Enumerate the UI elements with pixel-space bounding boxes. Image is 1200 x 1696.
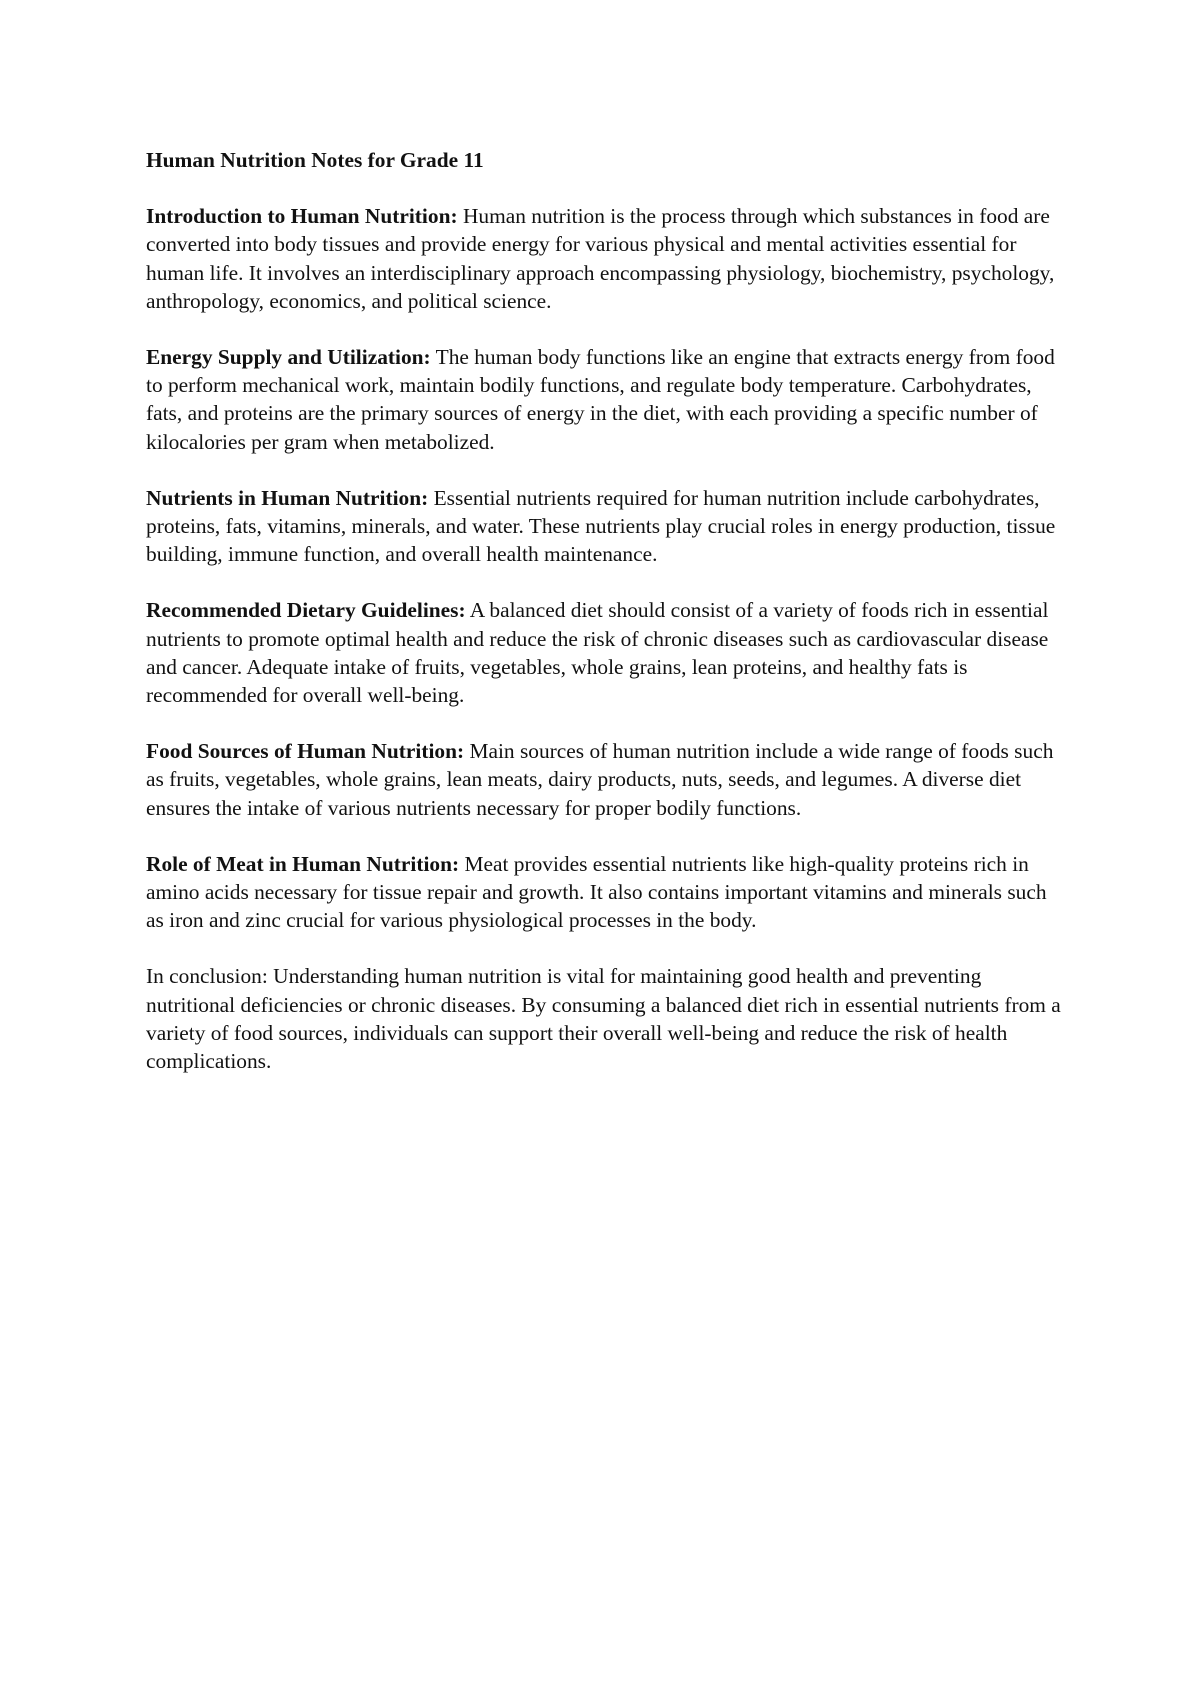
section-body: Essential nutrients required for human nutrition include carbohydrates, proteins, fats, vitamins, minerals, and water. These nutrients play crucial roles in energy production, tissue building, immune function, and overall health maintenance. (146, 485, 1056, 567)
conclusion-paragraph: In conclusion: Understanding human nutrition is vital for maintaining good health and preventing nutritional deficiencies or chronic diseases. By consuming a balanced diet rich in essential nutrients from a variety of food sources, individuals can support their overall well-being and reduce the risk of health complications. (146, 964, 1061, 1074)
section-body: Main sources of human nutrition include a wide range of foods such as fruits, vegetables, whole grains, lean meats, dairy products, nuts, seeds, and legumes. A diverse diet ensures the intake of various nutrients necessary for proper bodily functions. (146, 739, 1054, 820)
section-body: The human body functions like an engine that extracts energy from food to perform mechanical work, maintain bodily functions, and regulate body temperature. Carbohydrates, fats, and proteins are the primary sources of energy in the diet, with each providing a specific number of kilocalories per gram when metabolized. (146, 345, 1055, 454)
section-introduction (146, 202, 1066, 315)
document-body (146, 146, 1066, 1103)
section-heading: Nutrients in Human Nutrition: (146, 485, 429, 510)
section-energy-supply (146, 343, 1066, 456)
section-heading: Recommended Dietary Guidelines: (146, 598, 466, 623)
section-heading: Role of Meat in Human Nutrition: (146, 851, 460, 876)
section-body: Human nutrition is the process through which substances in food are converted into body tissues and provide energy for various physical and mental activities essential for human life. It involves an interdisciplinary approach encompassing physiology, biochemistry, psychology, anthropology, economics, and political science. (146, 204, 1055, 313)
section-dietary-guidelines (146, 596, 1066, 709)
section-role-of-meat (146, 850, 1066, 935)
section-heading: Energy Supply and Utilization: (146, 345, 431, 370)
section-heading: Introduction to Human Nutrition: (146, 204, 458, 229)
section-heading: Food Sources of Human Nutrition: (146, 739, 465, 764)
document-title: Human Nutrition Notes for Grade 11 (146, 148, 484, 172)
section-food-sources (146, 737, 1066, 822)
section-body: Meat provides essential nutrients like high-quality proteins rich in amino acids necessary for tissue repair and growth. It also contains important vitamins and minerals such as iron and zinc crucial for various physiological processes in the body. (146, 851, 1047, 933)
section-body: A balanced diet should consist of a variety of foods rich in essential nutrients to promote optimal health and reduce the risk of chronic diseases such as cardiovascular disease and cancer. Adequate intake of fruits, vegetables, whole grains, lean proteins, and healthy fats is recommended for overall well-being. (146, 598, 1049, 708)
section-nutrients (146, 484, 1066, 569)
